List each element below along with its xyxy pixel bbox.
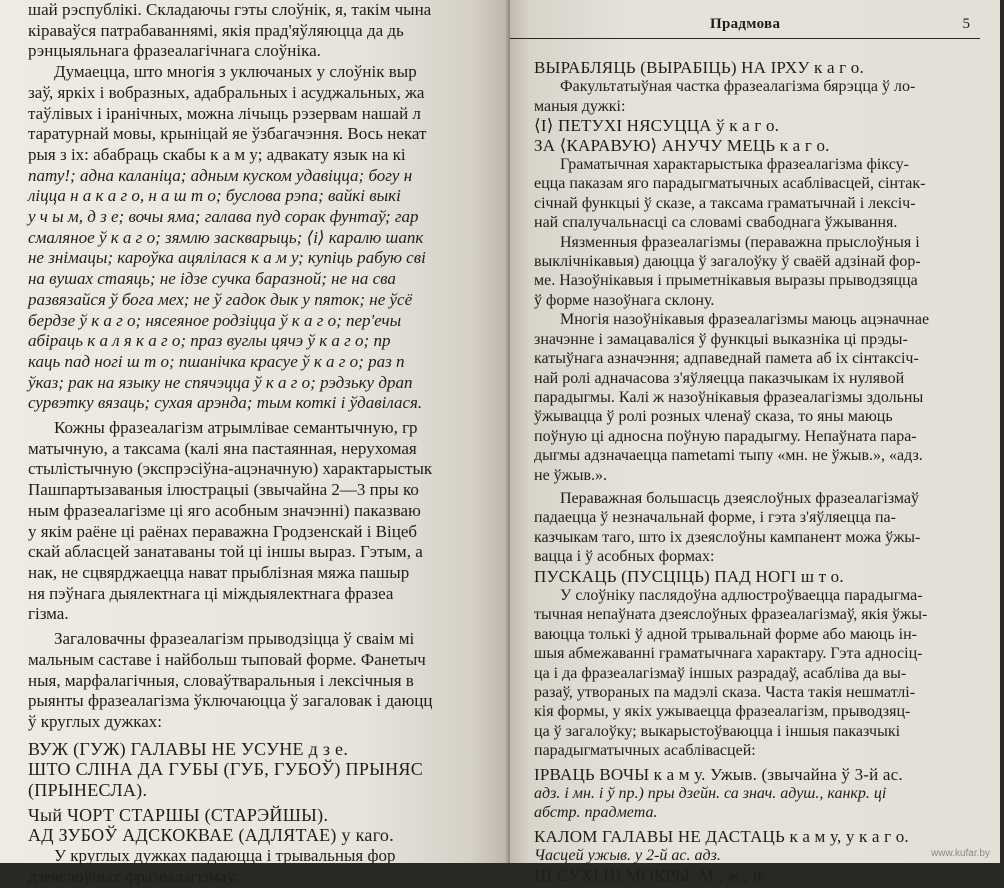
running-header bbox=[510, 12, 980, 39]
text-line: выклічнікавыя) даюцца ў загалоўку ў сваёй адзінай фор- bbox=[534, 253, 921, 271]
text-line: скай абласцей занатаваны той ці іншы выраз. Гэтым, а bbox=[28, 542, 423, 562]
text-line: ВУЖ (ГУЖ) ГАЛАВЫ НЕ УСУНЕ д з е. bbox=[28, 738, 349, 759]
text-line: парадыгматычных асаблівасцей: bbox=[534, 742, 756, 760]
text-line: каць пад ногі ш т о; пшанічка красуе ў к а г о; раз п bbox=[28, 351, 405, 371]
text-line: нак, не сцвярджаецца нават прыблізная мяжа пашыр bbox=[28, 562, 410, 582]
text-line: шыя абмежаванні граматычнага характару. Гэта адносіц- bbox=[534, 645, 923, 663]
text-line: Нязменныя фразеалагізмы (пераважна прыслоўныя і bbox=[560, 233, 920, 251]
text-line: таратурнай мовы, крыніцай яе ўзбагачэння. Вось некат bbox=[28, 124, 427, 144]
text-line: ўжывацца ў ролі розных членаў сказа, то яны маюць bbox=[534, 408, 893, 426]
text-line: ваюцца толькі ў адной трывальнай форме або маюць ін- bbox=[534, 625, 917, 643]
text-line: У слоўніку паслядоўна адлюстроўваецца парадыгма- bbox=[560, 586, 923, 604]
text-line: ШТО СЛІНА ДА ГУБЫ (ГУБ, ГУБОЎ) ПРЫНЯС bbox=[28, 759, 424, 780]
text-line: мальным саставе і найбольш тыповай форме. Фанетыч bbox=[28, 649, 426, 669]
text-line: ў круглых дужках: bbox=[28, 711, 162, 731]
text-line: рэнцыяльнага фразеалагічнага слоўніка. bbox=[28, 41, 321, 61]
right-page bbox=[510, 0, 1000, 885]
text-line: Часцей ужыв. у 2-й ас. адз. bbox=[534, 847, 721, 865]
text-line: Многія назоўнікавыя фразеалагізмы маюць ацэначнае bbox=[560, 311, 930, 329]
text-line: ным фразеалагізме ці яго асобным значэнні) паказваю bbox=[28, 500, 421, 520]
text-line: маныя дужкі: bbox=[534, 97, 626, 115]
text-line: рыя з іх: абабраць скабы к а м у; адвакату язык на кі bbox=[28, 144, 406, 164]
text-line: не ўжыв.». bbox=[534, 466, 608, 484]
header-title: Прадмова bbox=[710, 16, 781, 32]
text-line: значэнне і замацаваліся ў функцыі выказніка ці прэды- bbox=[534, 330, 908, 348]
text-line: адз. і мн. і ў пр.) пры дзейн. са знач. адуш., канкр. ці bbox=[534, 785, 887, 803]
text-line: ўказ; рак на языку не спячэцца ў к а г о; рэдзьку драп bbox=[28, 372, 413, 392]
text-line: Пераважная большасць дзеяслоўных фразеалагізмаў bbox=[560, 489, 920, 507]
text-line: ецца паказам яго парадыгматычных асаблівасцей, сінтак- bbox=[534, 175, 926, 193]
watermark: www.kufar.by bbox=[931, 848, 990, 859]
text-line: шай рэспублікі. Складаючы гэты слоўнік, я, такім чына bbox=[28, 0, 432, 19]
text-line: АД ЗУБОЎ АДСКОКВАЕ (АДЛЯТАЕ) у каго. bbox=[28, 825, 395, 846]
text-line: Пашпартызаваныя ілюстрацыі (звычайна 2—3 пры ко bbox=[28, 480, 419, 500]
text-line: най ролі адначасова з'яўляецца паказчыкам іх нулявой bbox=[534, 369, 905, 387]
text-line: (ПРЫНЕСЛА). bbox=[28, 780, 148, 801]
text-line: стылістычную (экспрэсіўна-ацэначную) характарыстык bbox=[28, 459, 433, 479]
text-line: у якім раёне ці раёнах пераважна Гродзенскай і Віцеб bbox=[28, 521, 418, 541]
text-line: Факультатыўная частка фразеалагізма бярэцца ў ло- bbox=[560, 78, 916, 96]
text-line: ІРВАЦЬ ВОЧЫ к а м у. Ужыв. (звычайна ў 3-й ас. bbox=[534, 764, 903, 784]
text-line: разаў, утвораных па мадэлі сказа. Часта такія нешматлі- bbox=[534, 684, 916, 701]
text-line: абіраць к а л я к а г о; праз вуглы цячэ ў к а г о; пр bbox=[28, 331, 391, 351]
text-line: казчыкам таго, што іх дзеяслоўны кампанент можа ўжы- bbox=[534, 528, 921, 546]
text-line: Кожны фразеалагізм атрымлівае семантычную, гр bbox=[54, 418, 418, 438]
text-line: абстр. прадмета. bbox=[534, 804, 658, 822]
text-line: ня пэўнага дыялектнага ці міждыялектнага фразеа bbox=[28, 583, 394, 603]
text-line: Граматычная характарыстыка фразеалагізма фіксу- bbox=[560, 156, 909, 174]
text-line: ме. Назоўнікавыя і прыметнікавыя выразы прыводзяцца bbox=[534, 272, 918, 290]
text-line: ныя, марфалагічныя, словаўтваральныя і лексічныя в bbox=[28, 670, 414, 690]
right-text-column bbox=[534, 58, 1004, 885]
text-line: смаляное ў к а г о; зямлю заскварыць; ⟨і⟩ каралю шапк bbox=[28, 227, 424, 247]
text-line: КАЛОМ ГАЛАВЫ НЕ ДАСТАЦЬ к а м у, у к а г о. bbox=[534, 826, 909, 846]
text-line: най спалучальнасці са словамі свабоднага ўжывання. bbox=[534, 214, 898, 232]
text-line: ца і да фразеалагізмаў іншых разрадаў, асабліва да вы- bbox=[534, 664, 907, 682]
text-line: ліцца н а к а г о, н а ш т о; буслова рэпа; вайкі выкі bbox=[28, 186, 401, 206]
text-line: катыўнага азначэння; адпаведнай памета аб іх сінтаксіч- bbox=[534, 350, 919, 368]
text-line: дзеяслоўных фразеалагізмаў: bbox=[28, 866, 241, 886]
text-line: вацца і ў асобных формах: bbox=[534, 548, 715, 566]
text-line: у ч ы м, д з е; вочы яма; галава пуд сорак фунтаў; гар bbox=[28, 207, 419, 227]
text-line: Загаловачны фразеалагізм прыводзіцца ў сваім мі bbox=[54, 629, 415, 649]
text-line: сурвэтку вязаць; сухая арэнда; тым коткі і ўдавілася. bbox=[28, 393, 423, 413]
text-line: рыянты фразеалагізма ўключаюцца ў загаловак і даюцц bbox=[28, 691, 433, 711]
text-line: ца ў загалоўку; выкарыстоўваюцца і іншыя пaказчыкі bbox=[534, 722, 901, 740]
text-line: У круглых дужках падаюцца і трывальныя фор bbox=[54, 846, 396, 866]
text-line: матычную, а таксама (калі яна пастаянная, нерухомая bbox=[28, 438, 417, 458]
text-line: січнай функцыі ў сказе, а таксама граматычнай і лексіч- bbox=[534, 194, 916, 212]
text-line: гізма. bbox=[28, 604, 69, 624]
text-line: дыгмы адзначаецца пametamі тыпу «мн. не ўжыв.», «адз. bbox=[534, 447, 923, 465]
text-line: заў, яркіх і вобразных, адабральных і асуджальных, жа bbox=[28, 82, 425, 102]
text-line: ў форме назоўнага склону. bbox=[534, 291, 715, 309]
text-line: Думаецца, што многія з уключаных у слоўнік выр bbox=[54, 62, 417, 82]
text-line: ПУСКАЦЬ (ПУСЦІЦЬ) ПАД НОГІ ш т о. bbox=[534, 566, 844, 586]
text-line: кія формы, у якіх ужываецца фразеалагізм, прыводзяц- bbox=[534, 703, 911, 721]
text-line: падаецца ў незначальнай форме, і гэта з'яўляецца па- bbox=[534, 509, 896, 527]
text-line: кіраваўся патрабаваннямі, якія прад'яўляюцца да дь bbox=[28, 20, 404, 40]
text-line: тычная непаўната дзеяслоўных фразеалагізмаў, якія ўжы- bbox=[534, 606, 928, 624]
text-line: бердзе ў к а г о; нясеяное родзіцца ў к а г о; пер'ечы bbox=[28, 310, 402, 330]
text-line: поўную ці адносна поўную парадыгму. Непаўната пара- bbox=[534, 427, 917, 445]
text-line: таўлівых і іранічных, можна лічыць рэзервам нашай л bbox=[28, 103, 421, 123]
text-line: развязайся ў бога мех; не ў гадок дык у пяток; не ўсё bbox=[28, 289, 413, 309]
text-line: НІ СУХІ НІ МОКРЫ. М., ж., н. bbox=[534, 865, 767, 885]
text-line: пату!; адна каланіца; адным куском удавіцца; богу н bbox=[28, 165, 413, 185]
page-number: 5 bbox=[962, 16, 970, 32]
text-line: ⟨І⟩ ПЕТУХІ НЯСУЦЦА ў к а г о. bbox=[534, 116, 780, 136]
text-line: Чый ЧОРТ СТАРШЫ (СТАРЭЙШЫ). bbox=[28, 804, 329, 825]
text-line: ЗА ⟨КАРАВУЮ⟩ АНУЧУ МЕЦЬ к а г о. bbox=[534, 135, 830, 155]
text-line: не знімацы; кароўка ацялілася к а м у; купіць рабую сві bbox=[28, 248, 426, 268]
text-line: парадыгмы. Калі ж назоўнікавыя фразеалагізмы здольны bbox=[534, 388, 924, 406]
text-line: ВЫРАБЛЯЦЬ (ВЫРАБІЦЬ) НА ІРХУ к а г о. bbox=[534, 58, 864, 77]
text-line: на вушах стаяць; не ідзе сучка баразной; не на сва bbox=[28, 269, 396, 289]
